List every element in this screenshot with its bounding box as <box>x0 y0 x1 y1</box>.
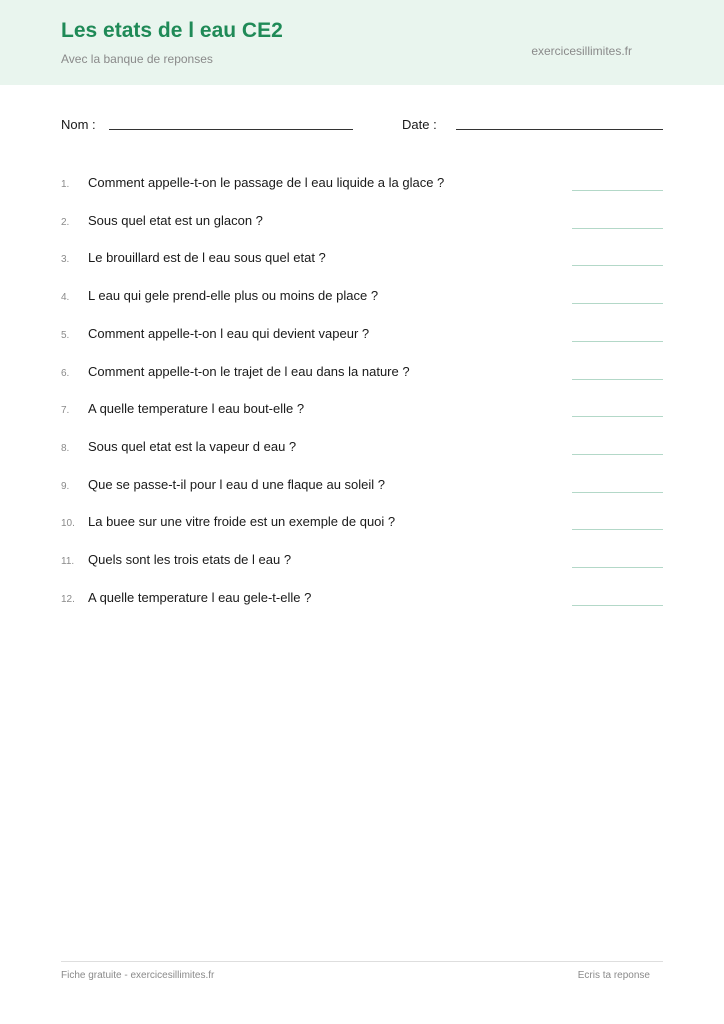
question-item <box>0 477 724 497</box>
answer-line[interactable] <box>572 379 663 380</box>
question-text: Sous quel etat est un glacon ? <box>88 212 263 228</box>
question-text: L eau qui gele prend-elle plus ou moins de place ? <box>88 288 379 304</box>
question-text: Que se passe-t-il pour l eau d une flaque au soleil ? <box>88 476 386 492</box>
answer-line[interactable] <box>572 265 663 266</box>
question-number: 11. <box>61 556 75 567</box>
question-number: 10. <box>61 518 75 530</box>
question-number: 7. <box>61 405 70 417</box>
question-text: A quelle temperature l eau gele-t-elle ? <box>88 589 312 605</box>
header-banner <box>0 0 724 85</box>
footer-divider <box>61 961 663 962</box>
footer-right-text: Ecris ta reponse <box>577 970 650 981</box>
answer-line[interactable] <box>572 341 663 342</box>
question-text: Comment appelle-t-on le trajet de l eau dans la nature ? <box>88 363 410 379</box>
question-item <box>0 288 724 308</box>
question-item <box>0 213 724 233</box>
question-text: Quels sont les trois etats de l eau ? <box>88 552 292 567</box>
question-text: Sous quel etat est la vapeur d eau ? <box>88 438 297 454</box>
page-title: Les etats de l eau CE2 <box>61 19 283 42</box>
question-number: 12. <box>61 593 75 605</box>
answer-line[interactable] <box>572 529 663 530</box>
question-number: 9. <box>61 480 70 492</box>
answer-line[interactable] <box>572 303 663 304</box>
question-number: 8. <box>61 442 70 454</box>
question-item <box>0 552 724 572</box>
question-number: 1. <box>61 179 70 190</box>
question-number: 4. <box>61 292 70 304</box>
answer-line[interactable] <box>572 567 663 568</box>
question-text: La buee sur une vitre froide est un exemple de quoi ? <box>88 514 396 530</box>
question-text: Le brouillard est de l eau sous quel etat ? <box>88 250 326 266</box>
site-name: exercicesillimites.fr <box>531 44 632 58</box>
question-item <box>0 590 724 610</box>
answer-line[interactable] <box>572 190 663 191</box>
question-number: 6. <box>61 367 70 379</box>
question-text: A quelle temperature l eau bout-elle ? <box>88 401 305 417</box>
answer-line[interactable] <box>572 228 663 229</box>
answer-line[interactable] <box>572 454 663 455</box>
question-text: Comment appelle-t-on le passage de l eau liquide a la glace ? <box>88 175 445 190</box>
question-number: 3. <box>61 254 70 266</box>
question-item <box>0 326 724 346</box>
question-item <box>0 401 724 421</box>
date-field[interactable] <box>456 129 663 130</box>
name-label: Nom : <box>61 117 96 132</box>
answer-line[interactable] <box>572 605 663 606</box>
page-subtitle: Avec la banque de reponses <box>61 52 213 66</box>
question-item <box>0 175 724 195</box>
question-item <box>0 439 724 459</box>
footer-left-text: Fiche gratuite - exercicesillimites.fr <box>61 970 215 981</box>
question-number: 2. <box>61 216 70 228</box>
answer-line[interactable] <box>572 416 663 417</box>
question-number: 5. <box>61 329 70 341</box>
question-item <box>0 364 724 384</box>
question-item <box>0 514 724 534</box>
question-item <box>0 250 724 270</box>
question-text: Comment appelle-t-on l eau qui devient vapeur ? <box>88 325 370 341</box>
name-field[interactable] <box>109 129 353 130</box>
date-label: Date : <box>402 117 437 132</box>
answer-line[interactable] <box>572 492 663 493</box>
